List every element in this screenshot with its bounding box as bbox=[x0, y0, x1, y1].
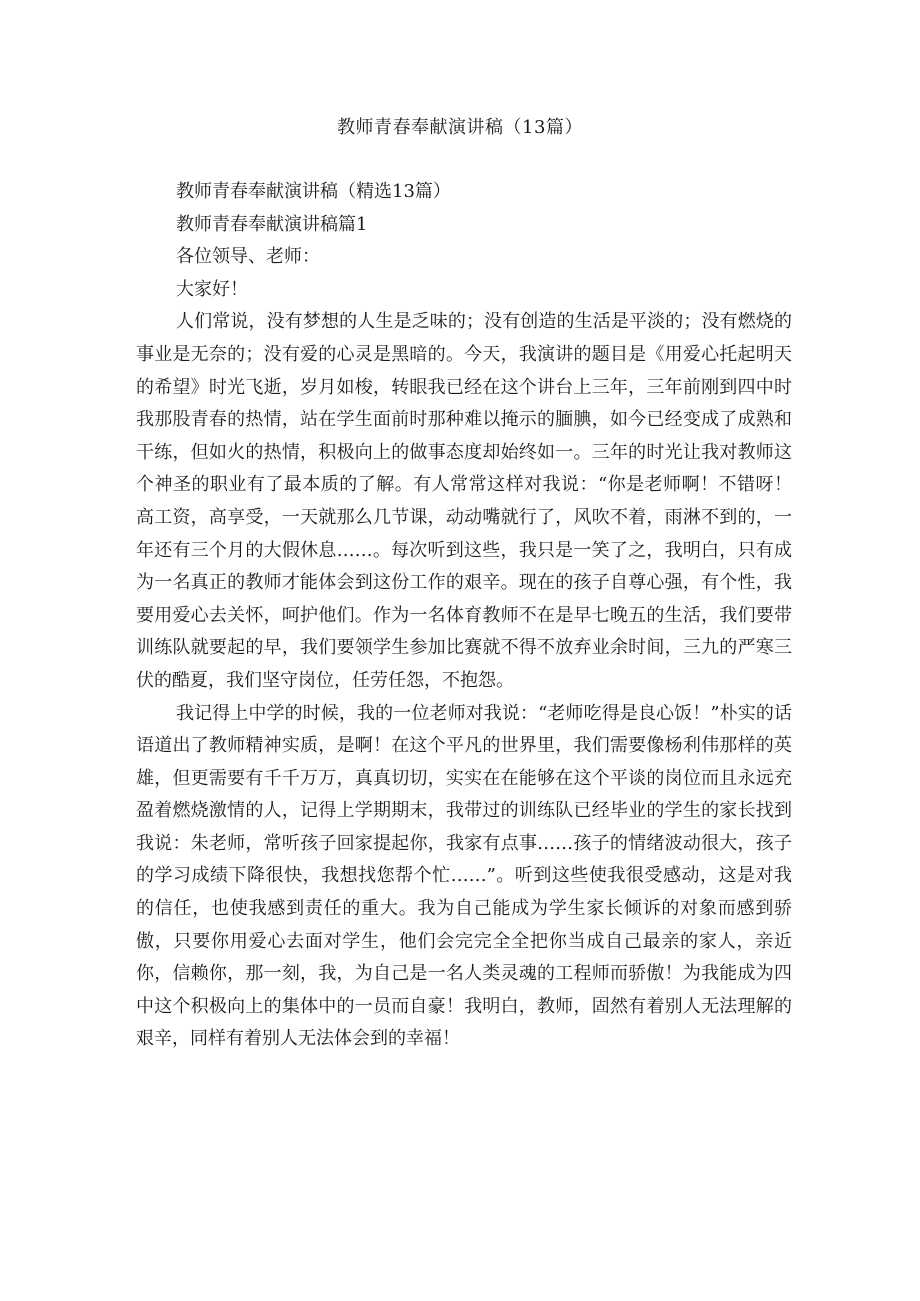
body-paragraph-2: 我记得上中学的时候，我的一位老师对我说：“老师吃得是良心饭！”朴实的话语道出了教师精神实质，是啊！在这个平凡的世界里，我们需要像杨利伟那样的英雄，但更需要有千千万万，真真切切，实实在在能够在这个平谈的岗位而且永远充盈着燃烧激情的人，记得上学期期末，我带过的训练队已经毕业的学生的家长找到我说：朱老师，常听孩子回家提起你，我家有点事……孩子的情绪波动很大，孩子的学习成绩下降很快，我想找您帮个忙……”。听到这些使我很受感动，这是对我的信任，也使我感到责任的重大。我为自己能成为学生家长倾诉的对象而感到骄傲，只要你用爱心去面对学生，他们会完完全全把你当成自己最亲的家人，亲近你，信赖你，那一刻，我，为自己是一名人类灵魂的工程师而骄傲！为我能成为四中这个积极向上的集体中的一员而自豪！我明白，教师，固然有着别人无法理解的艰辛，同样有着别人无法体会到的幸福！ bbox=[136, 702, 792, 1050]
subtitle-line: 教师青春奉献演讲稿（精选13篇） bbox=[176, 181, 451, 202]
document-body bbox=[136, 176, 792, 1056]
salutation-line: 各位领导、老师： bbox=[176, 246, 320, 268]
section-heading: 教师青春奉献演讲稿篇1 bbox=[176, 213, 368, 235]
body-paragraph-1: 人们常说，没有梦想的人生是乏味的；没有创造的生活是平淡的；没有燃烧的事业是无奈的；没有爱的心灵是黑暗的。今天，我演讲的题目是《用爱心托起明天的希望》时光飞逝，岁月如梭，转眼我已经在这个讲台上三年，三年前刚到四中时我那股青春的热情，站在学生面前时那种难以掩示的腼腆，如今已经变成了成熟和干练，但如火的热情，积极向上的做事态度却始终如一。三年的时光让我对教师这个神圣的职业有了最本质的了解。有人常常这样对我说：“你是老师啊！不错呀！高工资，高享受，一天就那么几节课，动动嘴就行了，风吹不着，雨淋不到的，一年还有三个月的大假休息……。每次听到这些，我只是一笑了之，我明白，只有成为一名真正的教师才能体会到这份工作的艰辛。现在的孩子自尊心强，有个性，我要用爱心去关怀，呵护他们。作为一名体育教师不在是早七晚五的生活，我们要带训练队就要起的早，我们要领学生参加比赛就不得不放弃业余时间，三九的严寒三伏的酷夏，我们坚守岗位，任劳任怨，不抱怨。 bbox=[136, 311, 792, 691]
document-title: 教师青春奉献演讲稿（13篇） bbox=[337, 117, 583, 138]
greeting-line: 大家好！ bbox=[176, 278, 248, 300]
